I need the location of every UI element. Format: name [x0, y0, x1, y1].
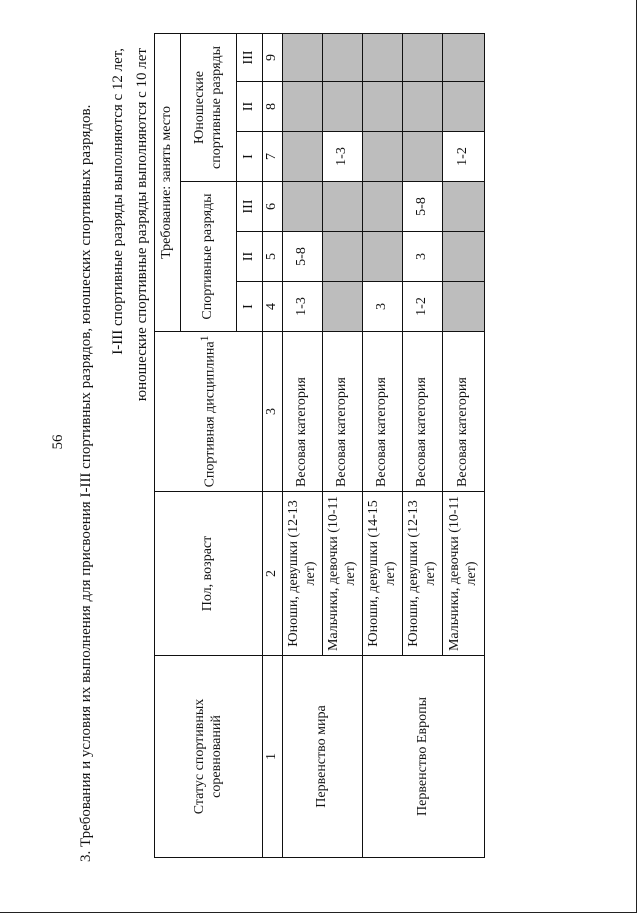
place-cell	[403, 132, 443, 182]
gender-age-cell: Юноши, девушки (12-13 лет)	[403, 492, 443, 656]
header-gender-age: Пол, возраст	[155, 492, 263, 656]
place-cell	[283, 182, 323, 232]
rank-label: II	[237, 82, 263, 132]
column-number: 4	[263, 282, 283, 332]
status-world: Первенство мира	[283, 656, 363, 858]
place-cell	[443, 182, 485, 232]
discipline-cell: Весовая категория	[283, 332, 323, 492]
header-requirement: Требование: занять место	[155, 33, 181, 331]
gender-age-cell: Юноши, девушки (12-13 лет)	[283, 492, 323, 656]
rotated-page	[0, 40, 640, 900]
place-cell: 1-2	[443, 132, 485, 182]
rank-label: I	[237, 282, 263, 332]
column-number: 3	[263, 332, 283, 492]
header-sport-ranks: Спортивные разряды	[181, 182, 237, 332]
place-cell: 5-8	[403, 182, 443, 232]
column-number: 2	[263, 492, 283, 656]
discipline-cell: Весовая категория	[443, 332, 485, 492]
place-cell: 3	[403, 232, 443, 282]
place-cell	[323, 82, 363, 132]
place-cell	[323, 182, 363, 232]
requirements-table	[154, 33, 485, 858]
place-cell	[403, 82, 443, 132]
column-number: 5	[263, 232, 283, 282]
place-cell	[323, 232, 363, 282]
place-cell	[323, 33, 363, 81]
place-cell	[363, 232, 403, 282]
column-number: 9	[263, 33, 283, 81]
place-cell: 5-8	[283, 232, 323, 282]
age-note-2: юношеские спортивные разряды выполняются с 10 лет	[134, 48, 150, 402]
place-cell	[283, 33, 323, 81]
header-discipline-label: Спортивная дисциплина	[202, 341, 218, 488]
discipline-cell: Весовая категория	[363, 332, 403, 492]
place-cell	[443, 33, 485, 81]
footnote-mark: 1	[197, 335, 211, 342]
place-cell: 3	[363, 282, 403, 332]
place-cell	[363, 33, 403, 81]
header-status: Статус спортивных соревнований	[155, 656, 263, 858]
discipline-cell: Весовая категория	[403, 332, 443, 492]
age-note-1: I-III спортивные разряды выполняются с 12 лет,	[110, 48, 126, 355]
place-cell	[443, 282, 485, 332]
discipline-cell: Весовая категория	[323, 332, 363, 492]
rank-label: III	[237, 33, 263, 81]
page-number: 56	[50, 434, 66, 450]
rank-label: II	[237, 232, 263, 282]
rank-label: I	[237, 132, 263, 182]
place-cell	[443, 82, 485, 132]
place-cell: 1-2	[403, 282, 443, 332]
place-cell	[363, 182, 403, 232]
header-discipline	[155, 332, 263, 492]
column-number: 8	[263, 82, 283, 132]
place-cell	[443, 232, 485, 282]
place-cell	[283, 82, 323, 132]
column-number: 1	[263, 656, 283, 858]
table-row	[283, 33, 323, 857]
rank-label: III	[237, 182, 263, 232]
column-number: 7	[263, 132, 283, 182]
gender-age-cell: Юноши, девушки (14-15 лет)	[363, 492, 403, 656]
place-cell: 1-3	[323, 132, 363, 182]
gender-age-cell: Мальчики, девочки (10-11 лет)	[323, 492, 363, 656]
place-cell	[363, 82, 403, 132]
column-number: 6	[263, 182, 283, 232]
table-row	[363, 33, 403, 857]
status-europe: Первенство Европы	[363, 656, 485, 858]
place-cell	[363, 132, 403, 182]
place-cell	[283, 132, 323, 182]
gender-age-cell: Мальчики, девочки (10-11 лет)	[443, 492, 485, 656]
header-youth-ranks: Юношеские спортивные разряды	[181, 33, 237, 181]
place-cell: 1-3	[283, 282, 323, 332]
place-cell	[323, 282, 363, 332]
place-cell	[403, 33, 443, 81]
section-heading: 3. Требования и условия их выполнения для присвоения I-III спортивных разрядов, юношеских спортивных разрядов.	[78, 104, 94, 862]
